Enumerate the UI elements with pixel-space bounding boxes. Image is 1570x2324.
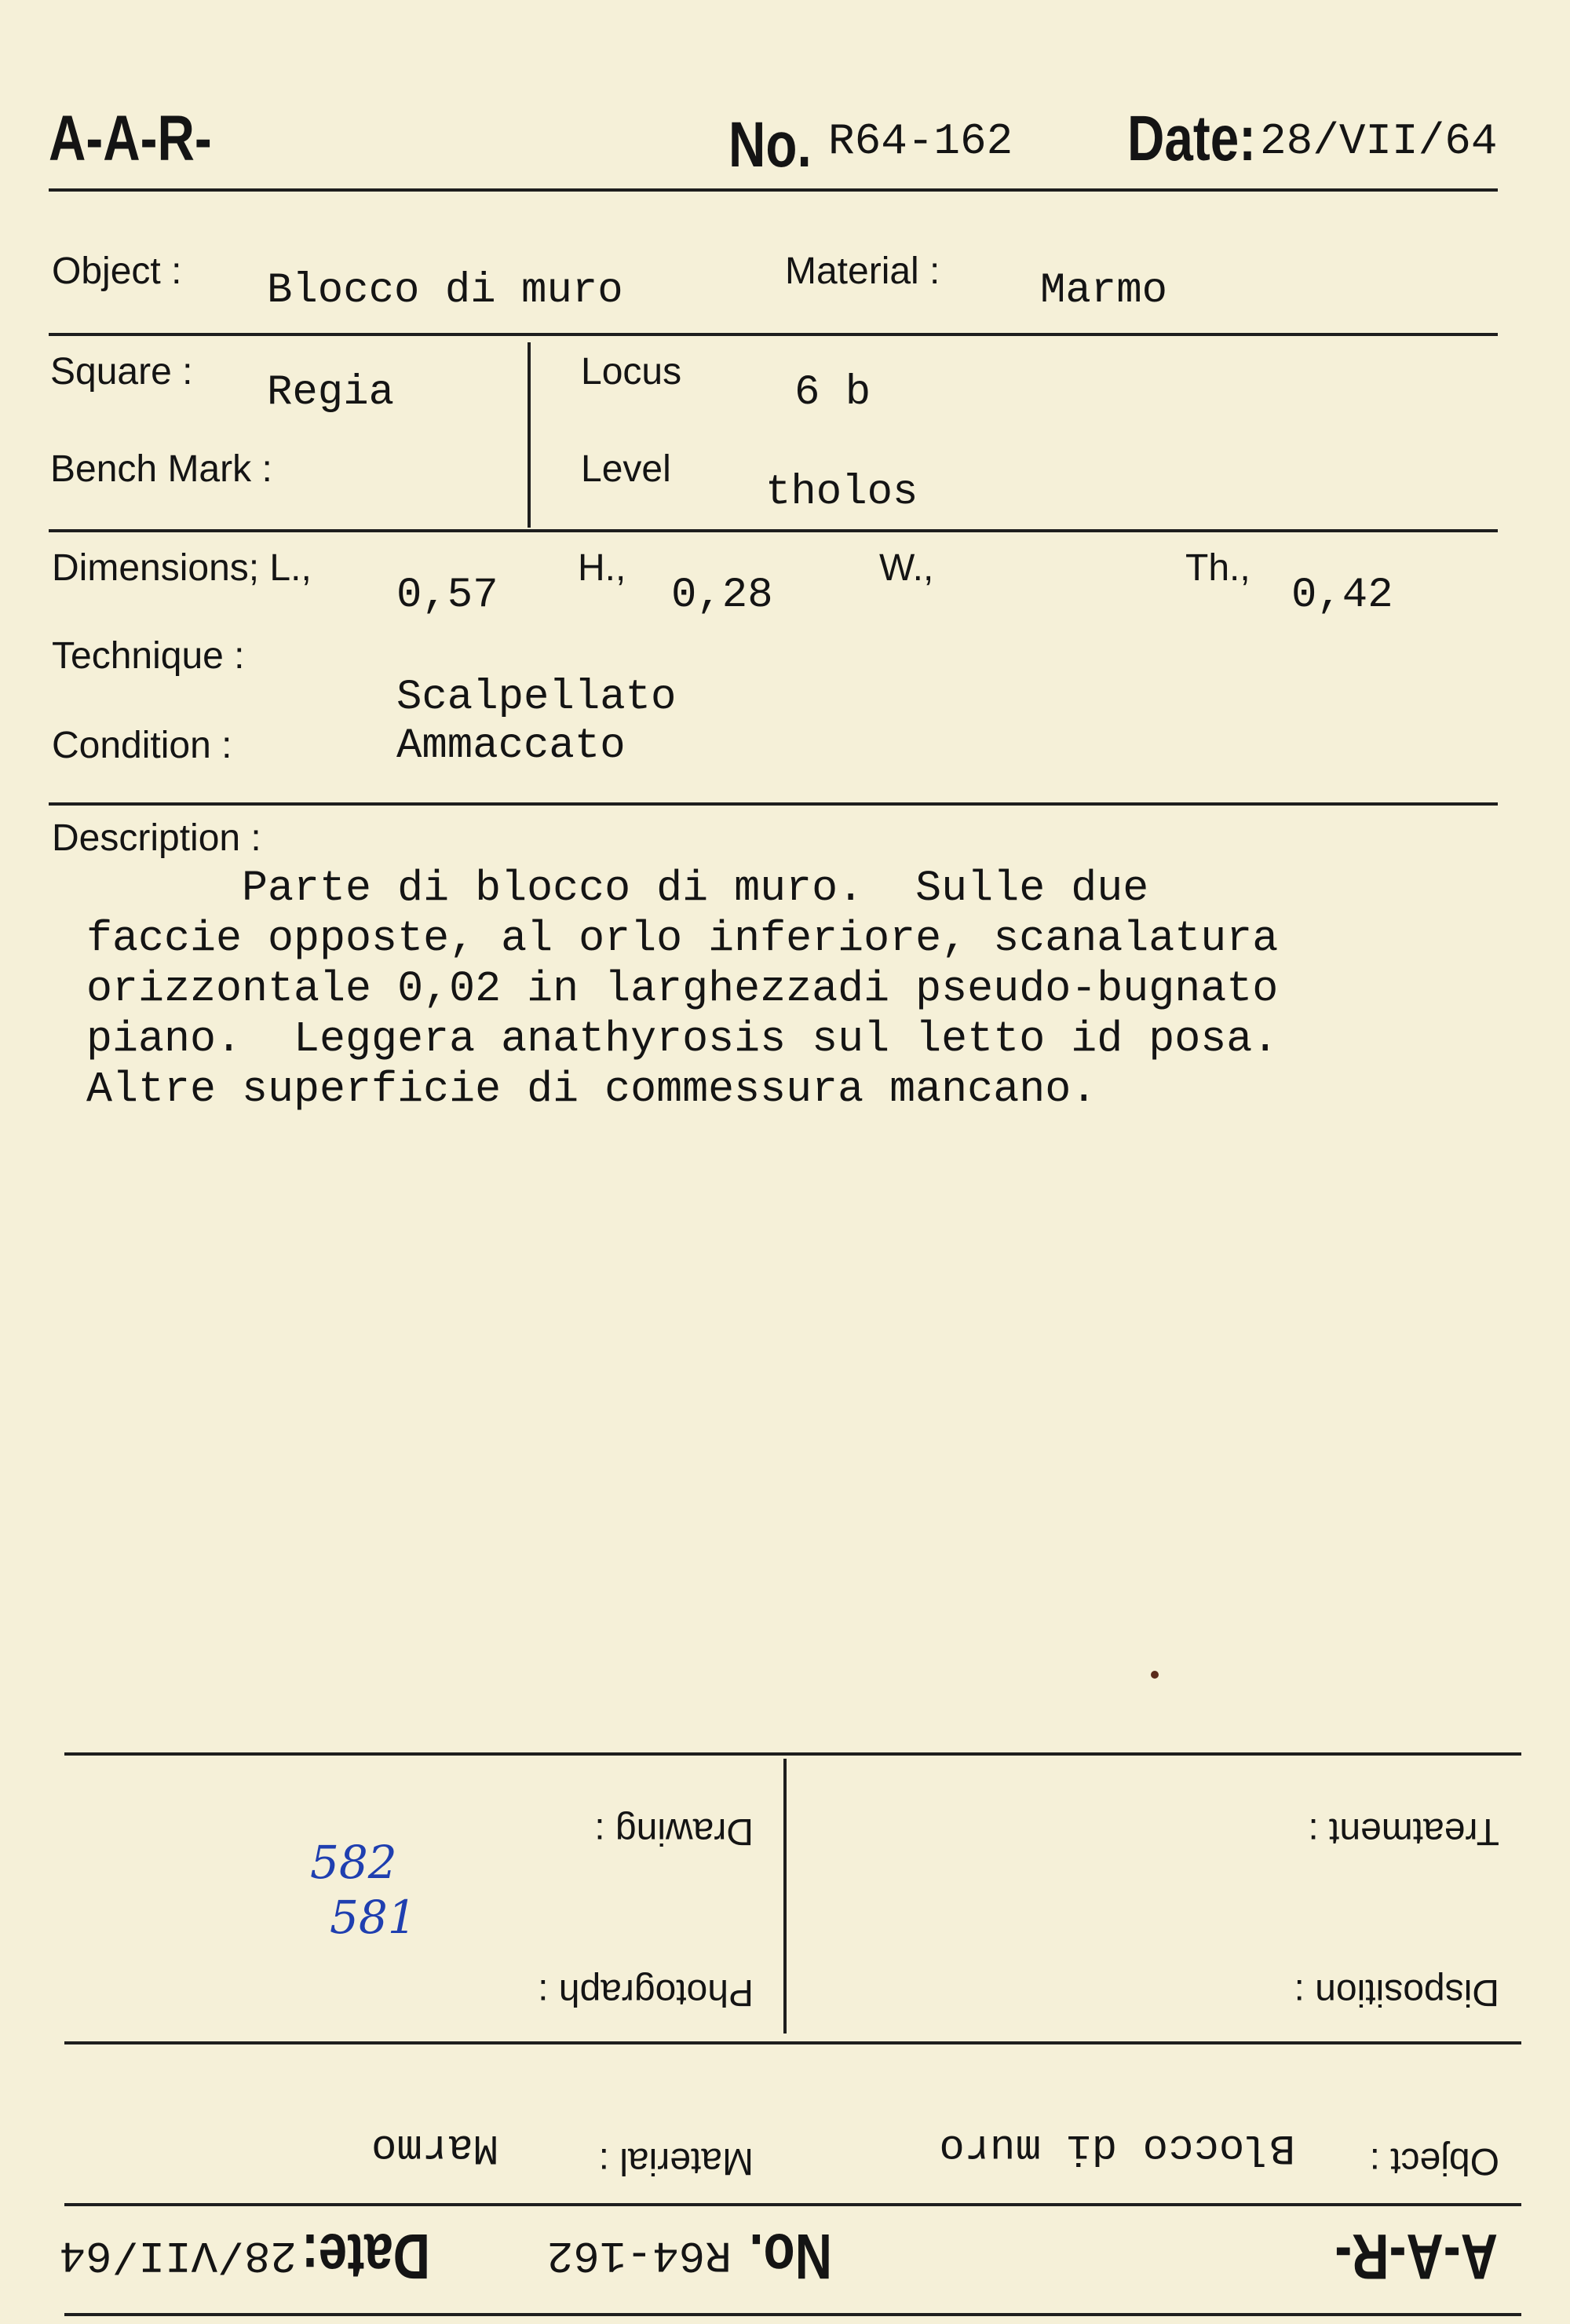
condition-value: Ammaccato — [396, 722, 626, 770]
object-value: Blocco di muro — [267, 267, 623, 315]
stub-object-value: Blocco di muro — [939, 2123, 1295, 2171]
stub-bottom-rule — [64, 1752, 1521, 1756]
header-rule — [49, 188, 1498, 192]
square-label: Square : — [50, 351, 193, 393]
square-divider — [528, 342, 531, 528]
technique-value: Scalpellato — [396, 674, 677, 722]
stub-material-label: Material : — [598, 2140, 754, 2182]
stub-date-label: Date: — [301, 2220, 430, 2292]
stub-date-value: 28/VII/64 — [59, 2230, 297, 2280]
description-line: orizzontale 0,02 in larghezzadi pseudo-bugnato — [86, 964, 1279, 1014]
stub-divider — [783, 1759, 787, 2034]
condition-rule — [49, 802, 1498, 806]
inverted-stub — [0, 1633, 1570, 2324]
level-value: tholos — [765, 469, 918, 517]
description-line: Parte di blocco di muro. Sulle due — [86, 864, 1149, 913]
description-line: Altre superficie di commessura mancano. — [86, 1065, 1097, 1114]
org-code: A-A-R- — [49, 103, 212, 174]
dimensions-label: Dimensions; L., — [52, 547, 312, 589]
level-label: Level — [581, 448, 671, 490]
locus-rule — [49, 529, 1498, 532]
stub-header-rule — [64, 2203, 1521, 2206]
bench-mark-label: Bench Mark : — [50, 448, 272, 490]
condition-label: Condition : — [52, 725, 232, 766]
material-value: Marmo — [1040, 267, 1168, 315]
treatment-label: Treatment : — [1308, 1811, 1499, 1852]
material-label: Material : — [785, 250, 940, 292]
square-value: Regia — [267, 369, 395, 417]
thickness-value: 0,42 — [1291, 572, 1393, 619]
stub-top-rule — [64, 2313, 1521, 2316]
thickness-label: Th., — [1185, 547, 1251, 589]
stub-number-value: R64-162 — [546, 2230, 732, 2280]
stub-object-label: Object : — [1369, 2140, 1499, 2182]
stub-object-rule — [64, 2041, 1521, 2044]
description-line: piano. Leggera anathyrosis sul letto id posa. — [86, 1014, 1279, 1064]
photo-number-2: 581 — [330, 1891, 417, 1944]
number-value: R64-162 — [828, 116, 1013, 166]
object-label: Object : — [52, 250, 182, 292]
technique-label: Technique : — [52, 635, 245, 677]
drawing-label: Drawing : — [594, 1811, 754, 1852]
date-value: 28/VII/64 — [1260, 116, 1498, 166]
width-label: W., — [879, 547, 934, 589]
stub-material-value: Marmo — [371, 2123, 498, 2171]
height-value: 0,28 — [671, 572, 773, 619]
date-label: Date: — [1127, 103, 1257, 174]
number-label: No. — [728, 109, 812, 181]
locus-label: Locus — [581, 351, 682, 393]
stub-number-label: No. — [749, 2220, 832, 2292]
height-label: H., — [578, 547, 626, 589]
description-line: faccie opposte, al orlo inferiore, scanalatura — [86, 914, 1279, 963]
description-text — [86, 864, 1531, 1115]
photo-number-1: 582 — [310, 1836, 397, 1889]
length-value: 0,57 — [396, 572, 498, 619]
description-label: Description : — [52, 817, 261, 859]
locus-value: 6 b — [794, 369, 871, 417]
disposition-label: Disposition : — [1294, 1971, 1499, 2013]
stub-org-code: A-A-R- — [1334, 2220, 1498, 2292]
object-rule — [49, 333, 1498, 336]
photograph-label: Photograph : — [538, 1971, 754, 2013]
